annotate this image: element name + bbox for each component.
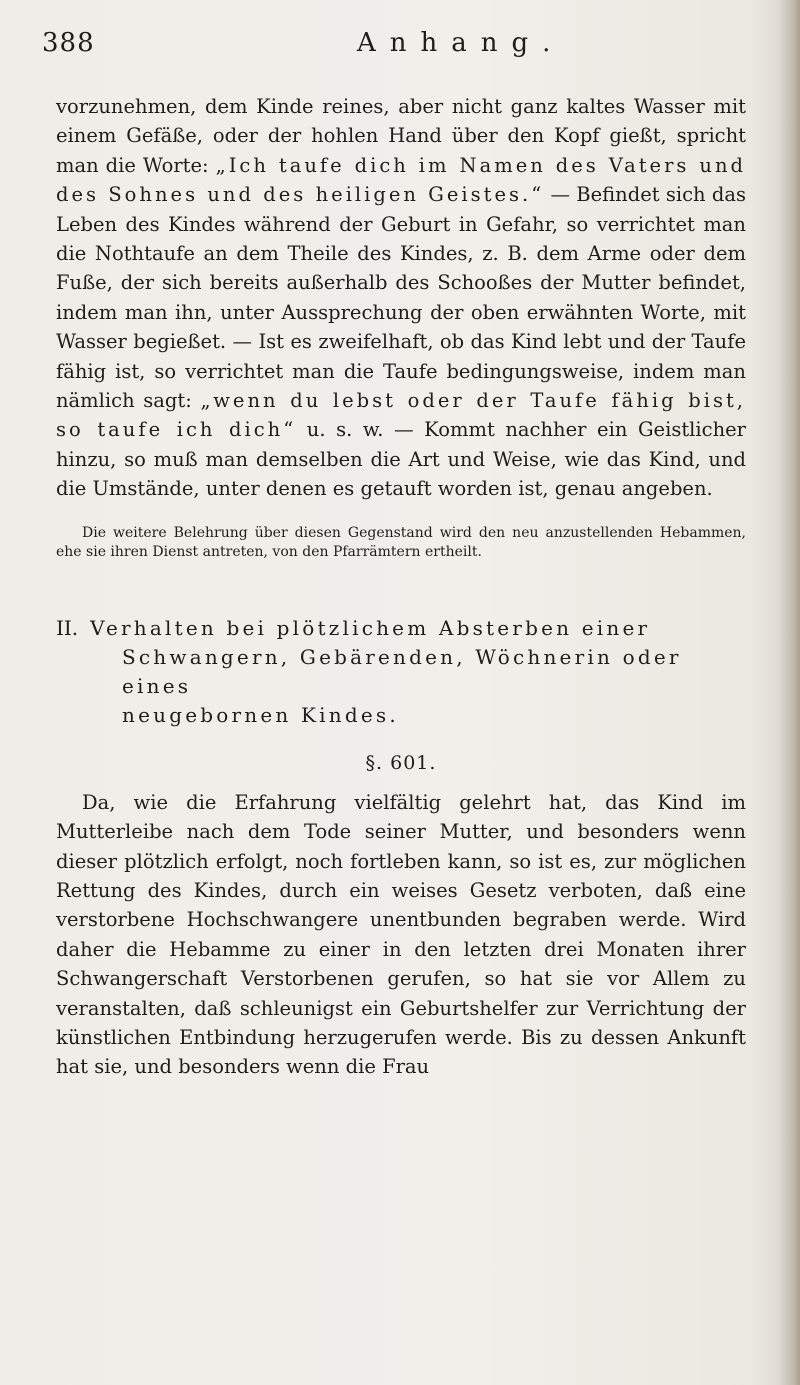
paragraph-text: vorzunehmen, dem Kinde reines, aber nicht ganz kaltes Wasser mit einem Gefäße, oder der hohlen Hand über den Kopf gießt, spricht man die Worte: — [56, 95, 746, 177]
page-number: 388 — [42, 28, 95, 58]
baptism-formula: „Ich taufe dich im Namen des Vaters und des Sohnes und des heiligen Geistes.“ — [56, 153, 746, 207]
section-number: II. — [56, 615, 79, 640]
paragraph-text: u. s. w. — Kommt nachher ein Geistlicher hinzu, so muß man demselben die Art und Weise, wie das Kind, und die Umstände, unter denen es getauft worden ist, genau angeben. — [56, 418, 746, 501]
section-heading — [56, 614, 746, 730]
section-title-line-2: Schwangern, Gebärenden, Wöchnerin oder eines — [122, 644, 682, 698]
footnote: Die weitere Belehrung über diesen Gegenstand wird den neu anzustellenden Hebammen, ehe sie ihren Dienst antreten, von den Pfarrämtern ertheilt. — [56, 524, 746, 560]
paragraph-continued — [56, 92, 746, 504]
section-title-line-1: Verhalten bei plötzlichem Absterben einer — [90, 615, 651, 640]
page-header — [42, 28, 762, 68]
page-body — [56, 92, 746, 1082]
paragraph-601: Da, wie die Erfahrung vielfältig gelehrt hat, das Kind im Mutterleibe nach dem Tode seiner Mutter, und besonders wenn dieser plötzlich erfolgt, noch fortleben kann, so ist es, zur möglichen Rettung des Kindes, durch ein weises Gesetz verboten, daß eine verstorbene Hochschwangere unentbunden begraben werde. Wird daher die Hebamme zu einer in den letzten drei Monaten ihrer Schwangerschaft Verstorbenen gerufen, so hat sie vor Allem zu veranstalten, daß schleunigst ein Geburtshelfer zur Verrichtung der künstlichen Entbindung herzugerufen werde. Bis zu dessen Ankunft hat sie, und besonders wenn die Frau — [56, 790, 746, 1079]
section-title-line-3: neugebornen Kindes. — [122, 702, 399, 727]
running-head: Anhang. — [357, 28, 565, 58]
conditional-baptism-formula: „wenn du lebst oder der Taufe fähig bist, so taufe ich dich“ — [56, 389, 746, 442]
paragraph-number: §. 601. — [365, 751, 437, 774]
page-edge-shadow — [778, 0, 800, 1385]
paragraph-text: — Befindet sich das Leben des Kindes während der Geburt in Gefahr, so verrichtet man die Nothtaufe an dem Theile des Kindes, z. B. dem Arme oder dem Fuße, der sich bereits außerhalb des Schooßes der Mutter befindet, indem man ihn, unter Aussprechung der oben erwähnten Worte, mit Wasser begießet. — Ist es zweifelhaft, ob das Kind lebt und der Taufe fähig ist, so verrichtet man die Taufe bedingungsweise, indem man nämlich sagt: — [56, 183, 746, 413]
